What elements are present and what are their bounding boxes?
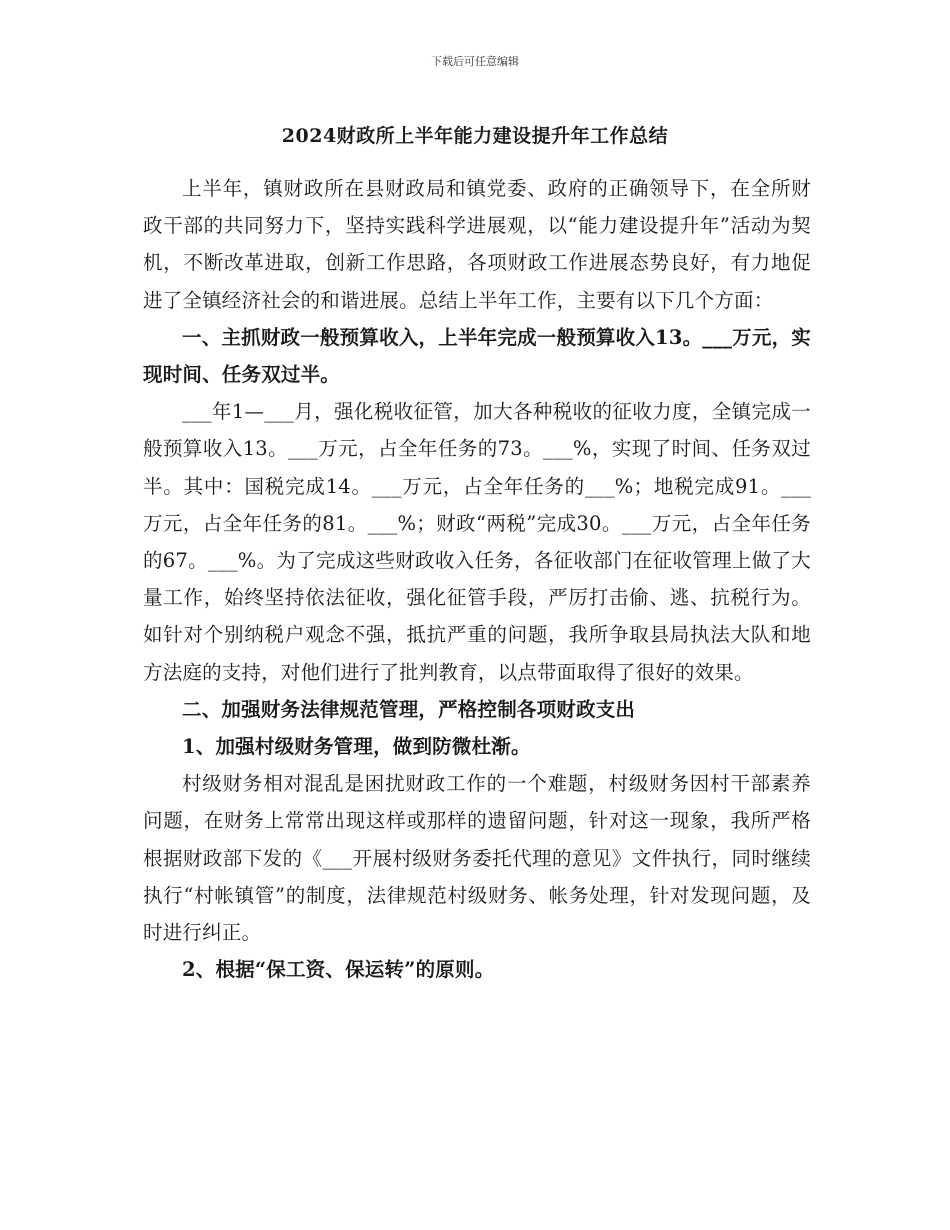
paragraph-village-finance: 村级财务相对混乱是困扰财政工作的一个难题，村级财务因村干部素养问题，在财务上常常出现这样或那样的遗留问题，针对这一现象，我所严格根据财政部下发的《___开展村级财务委托代理的意见》文件执行，同时继续执行“村帐镇管”的制度，法律规范村级财务、帐务处理，针对发现问题，及时进行纠正。 [143, 772, 811, 945]
section-heading-2: 二、加强财务法律规范管理，严格控制各项财政支出 [182, 697, 636, 721]
paragraph-revenue: ___年1—___月，强化税收征管，加大各种税收的征收力度，全镇完成一般预算收入13。___万元，占全年任务的73。___%，实现了时间、任务双过半。其中：国税完成14。___万元，占全年任务的___%；地税完成91。___万元，占全年任务的81。___%；财政“两税”完成30。___万元，占全年任务的67。___%。为了完成这些财政收入任务，各征收部门在征收管理上做了大量工作，始终坚持依法征收，强化征管手段，严厉打击偷、逃、抗税行为。如针对个别纳税户观念不强，抵抗严重的问题，我所争取县局执法大队和地方法庭的支持，对他们进行了批判教育，以点带面取得了很好的效果。 [143, 400, 811, 684]
subsection-heading-2: 2、根据“保工资、保运转”的原则。 [182, 958, 495, 982]
subsection-heading-1: 1、加强村级财务管理，做到防微杜渐。 [182, 735, 531, 759]
paragraph-intro: 上半年，镇财政所在县财政局和镇党委、政府的正确领导下，在全所财政干部的共同努力下，坚持实践科学进展观，以“能力建设提升年”活动为契机，不断改革进取，创新工作思路，各项财政工作进展态势良好，有力地促进了全镇经济社会的和谐进展。总结上半年工作，主要有以下几个方面： [143, 177, 811, 312]
header-note: 下载后可任意编辑 [431, 55, 519, 68]
section-heading-1: 一、主抓财政一般预算收入，上半年完成一般预算收入13。___万元，实现时间、任务双过半。 [143, 325, 811, 387]
document-title: 2024财政所上半年能力建设提升年工作总结 [281, 125, 669, 147]
document-body [143, 170, 811, 988]
